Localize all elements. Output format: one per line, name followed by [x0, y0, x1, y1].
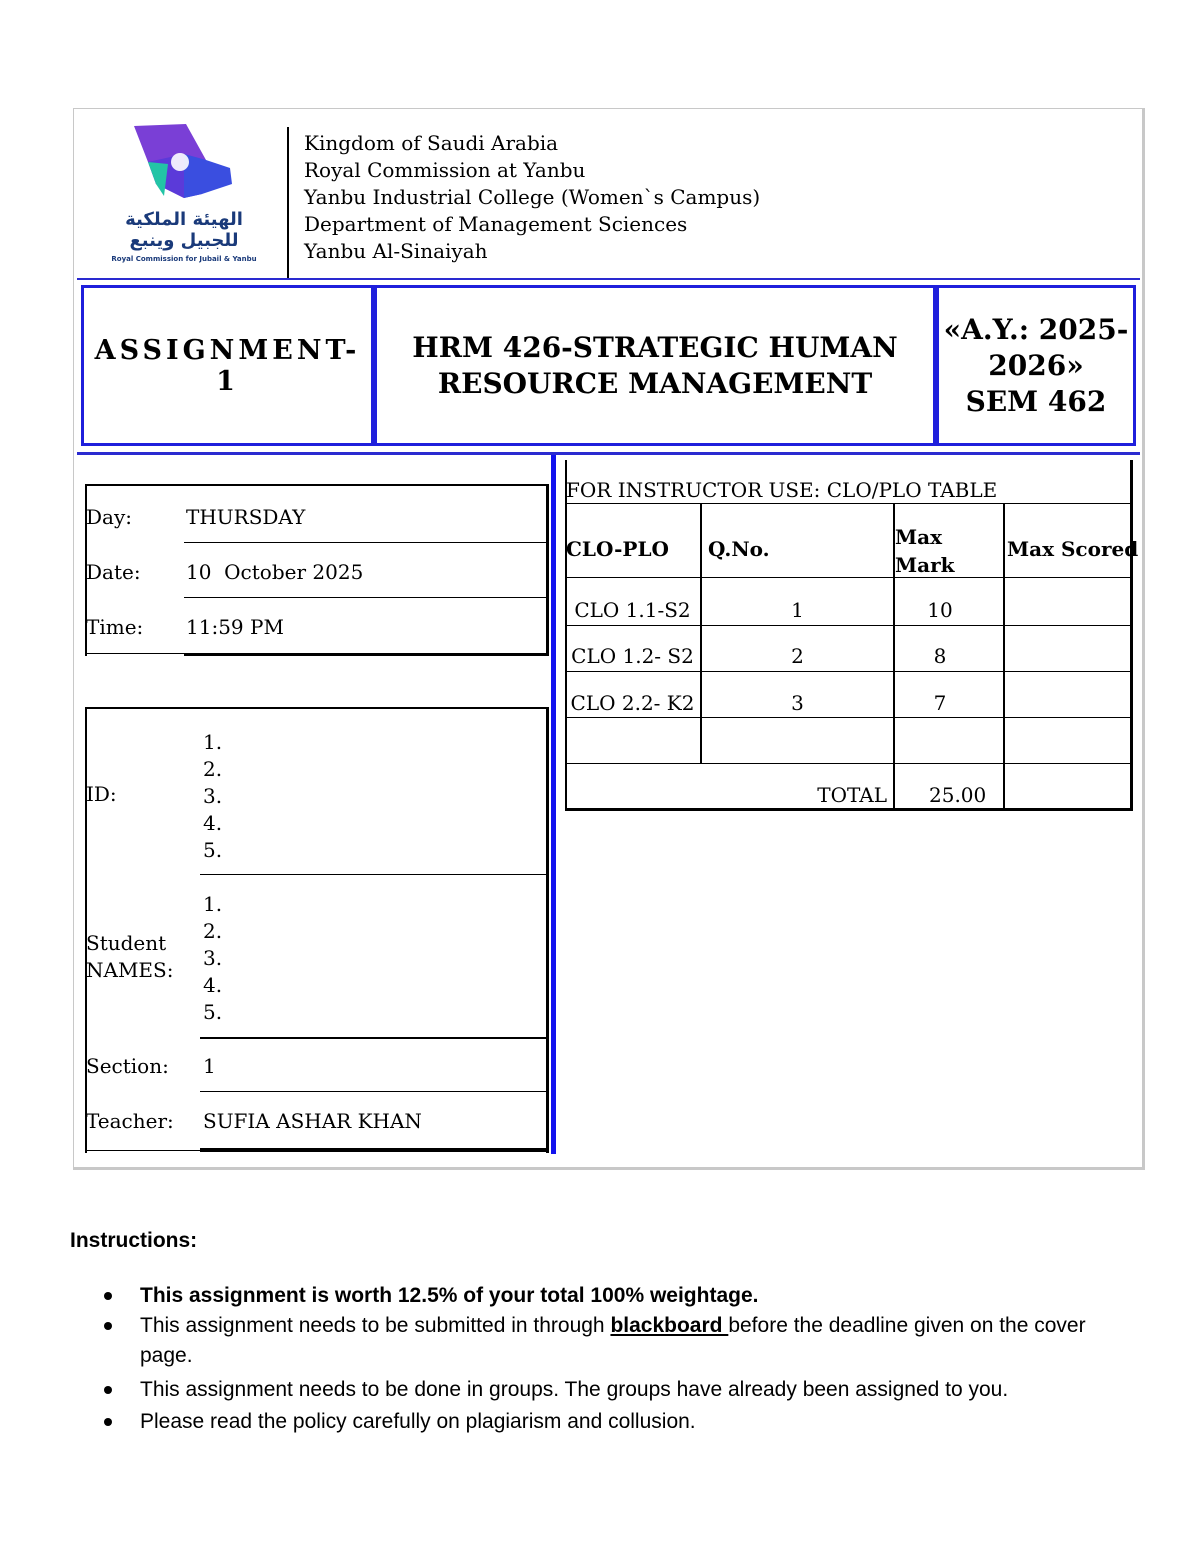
section-value: 1 [203, 1054, 216, 1078]
instruction-submission-after: before the deadline given on the cover page. [140, 1314, 1086, 1367]
name-item: 1. [203, 892, 223, 916]
clo-row-2-clo: CLO 1.2- S2 [571, 644, 694, 668]
header-line-2: Royal Commission at Yanbu [304, 158, 586, 182]
names-label-line1: Student [86, 931, 167, 955]
name-item: 4. [203, 973, 223, 997]
clo-header-max-mark-line2: Mark [895, 553, 955, 577]
names-label [86, 930, 173, 984]
time-value: 11:59 PM [186, 615, 284, 639]
section-label: Section: [86, 1054, 169, 1078]
royal-commission-logo [106, 124, 262, 269]
assignment-title-line2: 1 [216, 365, 239, 397]
institution-header [304, 130, 760, 265]
day-label: Day: [86, 505, 132, 529]
blackboard-link[interactable]: blackboard [610, 1314, 729, 1337]
instruction-submission-before: This assignment needs to be submitted in through [140, 1314, 611, 1337]
header-line-4: Department of Management Sciences [304, 212, 688, 236]
clo-total-label: TOTAL [817, 783, 887, 807]
name-item: 3. [203, 946, 223, 970]
instruction-weightage: This assignment is worth 12.5% of your total 100% weightage. [140, 1284, 759, 1307]
clo-table-caption: FOR INSTRUCTOR USE: CLO/PLO TABLE [566, 478, 998, 502]
semester-label: SEM 462 [965, 384, 1107, 418]
logo-arabic-line1: الهيئة الملكية [125, 209, 243, 230]
names-list [203, 891, 222, 1026]
id-label: ID: [86, 782, 117, 806]
clo-header-max-mark [895, 523, 955, 579]
academic-year-line2: 2026» [988, 348, 1084, 382]
academic-year-line1: «A.Y.: 2025- [943, 312, 1129, 346]
header-rule [77, 278, 1140, 280]
id-item: 4. [203, 811, 223, 835]
logo-arabic-line2: للجبيل وينبع [129, 230, 239, 251]
clo-header-clo-plo: CLO-PLO [566, 537, 669, 561]
course-title-line1: HRM 426-STRATEGIC HUMAN [412, 330, 898, 364]
clo-row-1-max: 10 [927, 598, 953, 622]
header-line-5: Yanbu Al-Sinaiyah [304, 239, 488, 263]
id-item: 2. [203, 757, 223, 781]
clo-header-max-scored: Max Scored [1007, 537, 1139, 561]
clo-header-max-mark-line1: Max [895, 525, 943, 549]
clo-row-1-clo: CLO 1.1-S2 [574, 598, 691, 622]
day-value: THURSDAY [186, 505, 306, 529]
date-label: Date: [86, 560, 141, 584]
names-label-line2: NAMES: [86, 958, 174, 982]
title-rule [77, 452, 1140, 455]
name-item: 5. [203, 1000, 223, 1024]
teacher-label: Teacher: [86, 1109, 174, 1133]
id-item: 3. [203, 784, 223, 808]
course-title-box [374, 285, 936, 446]
bullet-dot-icon [104, 1386, 112, 1394]
time-label: Time: [86, 615, 144, 639]
course-title-line2: RESOURCE MANAGEMENT [437, 366, 873, 400]
instruction-submission [140, 1311, 1130, 1371]
column-divider [551, 455, 556, 1154]
instruction-groups: This assignment needs to be done in groups. The groups have already been assigned to you. [140, 1378, 1009, 1401]
id-item: 5. [203, 838, 223, 862]
id-item: 1. [203, 730, 223, 754]
date-value: 10 October 2025 [186, 560, 364, 584]
assignment-title-line1: ASSIGNMENT- [94, 334, 361, 366]
bullet-dot-icon [104, 1322, 112, 1330]
instructions-heading: Instructions: [70, 1229, 198, 1252]
logo-english-caption: Royal Commission for Jubail & Yanbu [111, 255, 257, 263]
teacher-value: SUFIA ASHAR KHAN [203, 1109, 422, 1133]
name-item: 2. [203, 919, 223, 943]
header-divider [287, 127, 289, 279]
clo-row-3-q: 3 [791, 691, 804, 715]
bullet-dot-icon [104, 1292, 112, 1300]
clo-total-value: 25.00 [929, 783, 987, 807]
instruction-plagiarism: Please read the policy carefully on plagiarism and collusion. [140, 1410, 696, 1433]
clo-row-2-q: 2 [791, 644, 804, 668]
clo-row-3-clo: CLO 2.2- K2 [570, 691, 695, 715]
assignment-title-box [81, 285, 374, 446]
academic-year-box [936, 285, 1136, 446]
clo-row-2-max: 8 [933, 644, 947, 668]
header-line-1: Kingdom of Saudi Arabia [304, 131, 559, 155]
bullet-dot-icon [104, 1418, 112, 1426]
clo-row-3-max: 7 [933, 691, 947, 715]
clo-row-1-q: 1 [791, 598, 804, 622]
header-line-3: Yanbu Industrial College (Women`s Campus) [304, 185, 761, 209]
clo-header-qno: Q.No. [708, 537, 770, 561]
id-list [203, 729, 222, 864]
